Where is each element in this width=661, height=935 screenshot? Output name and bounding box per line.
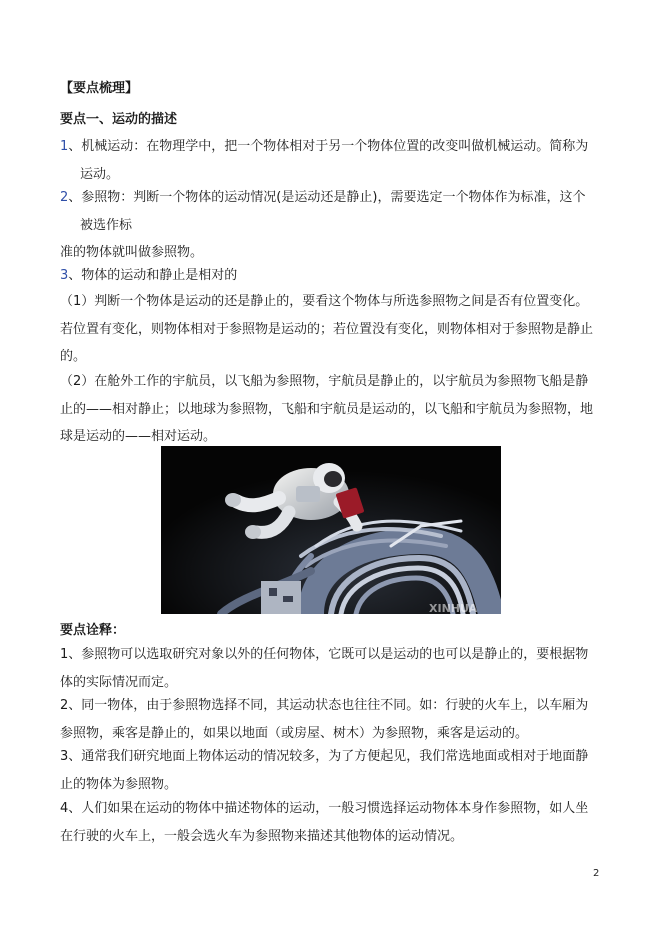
point1-item-1 [60,133,605,188]
item-text: 物体的运动和静止是相对的 [81,268,238,283]
text-line: 3、通常我们研究地面上物体运动的情况较多，为了方便起见，我们常选地面或相对于地面静 [60,749,589,764]
text-line: 参照物，乘客是静止的，如果以地面（或房屋、树木）为参照物，乘客是运动的。 [60,725,529,741]
item-text-cont: 被选作标 [80,217,133,233]
explain-point-2 [60,692,605,747]
sub-point-2 [60,368,605,451]
item-sep: 、 [68,139,82,154]
text-line: （1）判断一个物体是运动的还是静止的，要看这个物体与所选参照物之间是否有位置变化。 [60,294,589,309]
point1-item-2 [60,184,605,267]
explain-point-3 [60,743,605,798]
item-number: 1 [60,139,69,154]
item-number: 2 [60,190,69,205]
text-line: 若位置有变化，则物体相对于参照物是运动的；若位置没有变化，则物体相对于参照物是静止 [60,321,594,337]
section-heading: 【要点梳理】 [60,81,139,96]
text-line: 在行驶的火车上，一般会选火车为参照物来描述其他物体的运动情况。 [60,828,464,844]
photo-watermark: XINHUA [429,602,478,614]
item-sep: 、 [68,190,82,205]
text-line: 止的——相对静止；以地球为参照物，飞船和宇航员是运动的，以飞船和宇航员为参照物，地 [60,401,594,417]
item-text: 参照物：判断一个物体的运动情况(是运动还是静止)，需要选定一个物体作为标准，这个 [81,190,586,205]
astronaut-photo [161,446,501,614]
page-number: 2 [593,868,600,879]
point1-item-3 [60,262,605,290]
item-text: 机械运动：在物理学中，把一个物体相对于另一个物体位置的改变叫做机械运动。简称为 [81,139,589,154]
text-line: 1、参照物可以选取研究对象以外的任何物体，它既可以是运动的也可以是静止的，要根据物 [60,647,589,662]
text-line: 2、同一物体，由于参照物选择不同，其运动状态也往往不同。如：行驶的火车上，以车厢为 [60,698,589,713]
item-text-cont: 运动。 [80,166,120,182]
text-line: 体的实际情况而定。 [60,674,178,690]
text-line: 止的物体为参照物。 [60,776,178,792]
text-line: 4、人们如果在运动的物体中描述物体的运动，一般习惯选择运动物体本身作参照物，如人坐 [60,801,589,816]
point1-title: 要点一、运动的描述 [60,112,178,127]
text-line: （2）在舱外工作的宇航员，以飞船为参照物，宇航员是静止的，以宇航员为参照物飞船是静 [60,374,589,389]
sub-point-1 [60,288,605,371]
item-text-cont2: 准的物体就叫做参照物。 [60,245,204,260]
explain-point-4 [60,795,605,850]
item-number: 3 [60,268,69,283]
item-sep: 、 [68,268,82,283]
explain-title: 要点诠释： [60,623,126,638]
text-line: 球是运动的——相对运动。 [60,429,217,444]
explain-point-1 [60,641,605,696]
spacecraft-hull [261,581,301,614]
text-line: 的。 [60,349,87,364]
